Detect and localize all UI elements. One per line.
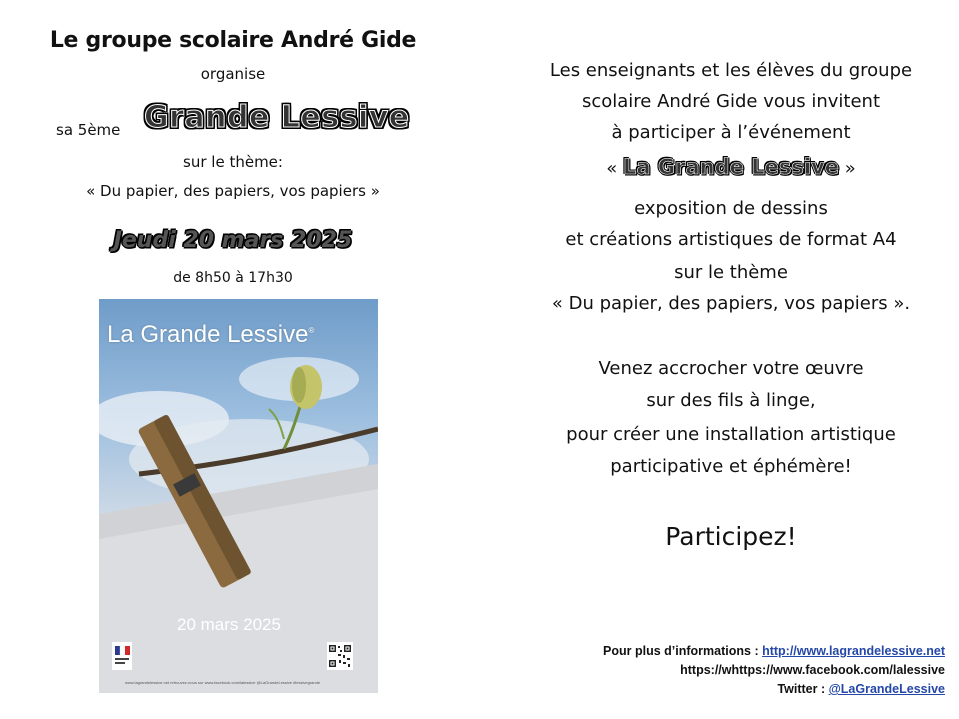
- page-title: Le groupe scolaire André Gide: [49, 28, 417, 53]
- quote-close: »: [844, 158, 856, 179]
- poster-date: 20 mars 2025: [177, 615, 281, 634]
- poster-title: La Grande Lessive®: [107, 321, 315, 348]
- flag-icon: [112, 642, 132, 670]
- qr-code: [327, 642, 353, 670]
- republique-logo: [112, 642, 132, 670]
- poster-footer: www.lagrandelessive.net retrouvez-nous sur www.facebook.com/lalessive @LaGrandeLessive #lessivegrande: [125, 680, 321, 685]
- invite-line-1: Les enseignants et les élèves du groupe: [549, 60, 913, 81]
- invite-line-2: scolaire André Gide vous invitent: [581, 91, 881, 112]
- invite-line-12: participative et éphémère!: [610, 456, 852, 477]
- event-name-line: [503, 155, 959, 179]
- invite-line-7: sur le thème: [674, 262, 788, 283]
- info-label: Pour plus d’informations :: [603, 644, 763, 658]
- facebook-link[interactable]: https://whttps://www.facebook.com/lalessive: [680, 663, 945, 677]
- twitter-link[interactable]: @LaGrandeLessive: [828, 682, 945, 696]
- call-to-action: Participez!: [665, 522, 797, 551]
- organise-text: organise: [200, 65, 266, 83]
- edition-prefix: sa 5ème: [56, 121, 121, 139]
- edition-brand-title: Grande Lessive: [144, 100, 410, 135]
- invite-line-5: exposition de dessins: [634, 198, 828, 219]
- invite-line-9: Venez accrocher votre œuvre: [598, 358, 864, 379]
- invite-line-8: « Du papier, des papiers, vos papiers ».: [551, 293, 911, 314]
- invite-line-11: pour créer une installation artistique: [566, 424, 896, 445]
- event-date: Jeudi 20 mars 2025: [113, 228, 353, 253]
- quote-open: «: [606, 158, 618, 179]
- invite-line-6: et créations artistiques de format A4: [565, 229, 897, 250]
- theme-text: « Du papier, des papiers, vos papiers »: [86, 182, 380, 200]
- twitter-label: Twitter :: [777, 682, 829, 696]
- info-line-3: [777, 682, 945, 696]
- info-line-1: [603, 644, 945, 658]
- website-link[interactable]: http://www.lagrandelessive.net: [762, 644, 945, 658]
- theme-label: sur le thème:: [183, 153, 283, 171]
- qr-code-icon: [327, 642, 353, 670]
- event-hours: de 8h50 à 17h30: [173, 270, 293, 286]
- event-brand: La Grande Lessive: [623, 155, 839, 179]
- invite-line-10: sur des fils à linge,: [646, 390, 816, 411]
- invite-line-3: à participer à l’événement: [611, 122, 851, 143]
- poster-image: [99, 299, 378, 693]
